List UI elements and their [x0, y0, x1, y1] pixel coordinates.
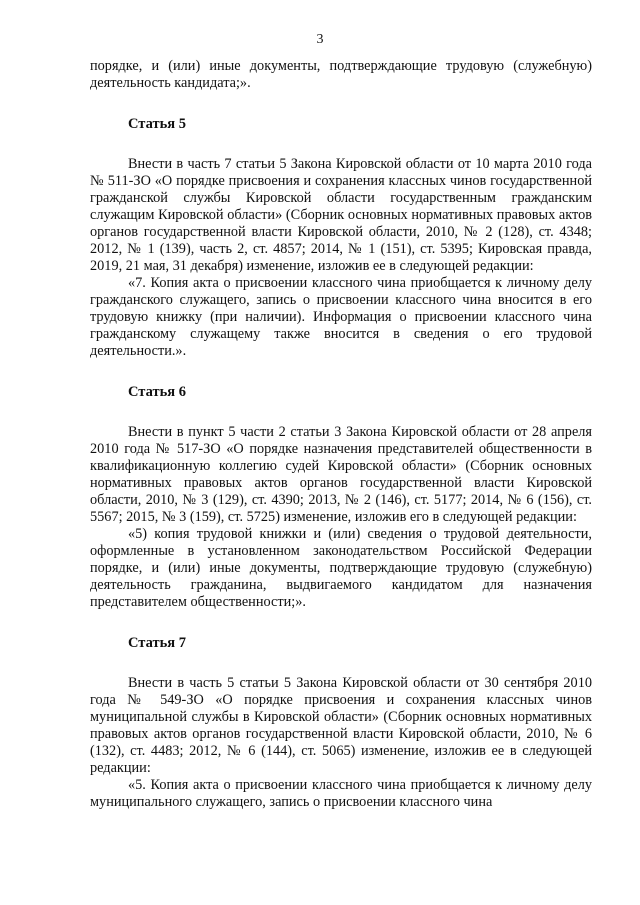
article-5-quote-paragraph: «7. Копия акта о присвоении классного чина приобщается к личному делу гражданского служащего, запись о присвоении классного чина вносится в его трудовую книжку (при наличии). Информация о присвоении классного чина гражданскому служащему также вносится в сведения о его трудовой деятельности.». [90, 275, 592, 359]
article-7-heading: Статья 7 [128, 635, 186, 651]
article-7-quote-paragraph: «5. Копия акта о присвоении классного чина приобщается к личному делу муниципального служащего, запись о присвоении классного чина [90, 777, 592, 810]
spacer [90, 360, 592, 384]
spacer [90, 92, 592, 116]
document-body [90, 58, 592, 811]
article-6-heading: Статья 6 [128, 384, 186, 400]
spacer [90, 652, 592, 675]
article-7-body-paragraph: Внести в часть 5 статьи 5 Закона Кировской области от 30 сентября 2010 года № 549-ЗО «О порядке присвоения и сохранения классных чинов муниципальной службы в Кировской области» (Сборник основных нормативных правовых актов органов государственной власти Кировской области, 2010, № 6 (132), ст. 4483; 2012, № 6 (144), ст. 5065) изменение, изложив ее в следующей редакции: [90, 675, 592, 776]
article-6-quote-paragraph: «5) копия трудовой книжки и (или) сведения о трудовой деятельности, оформленные в установленном законодательством Российской Федерации порядке, и (или) иные документы, подтверждающие трудовую (служебную) деятельность гражданина, выдвигаемого кандидатом для назначения представителем общественности;». [90, 526, 592, 610]
article-6-body-paragraph: Внести в пункт 5 части 2 статьи 3 Закона Кировской области от 28 апреля 2010 года № 517-ЗО «О порядке назначения представителей общественности в квалификационную коллегию судей Кировской области» (Сборник основных нормативных правовых актов органов государственной власти Кировской области, 2010, № 3 (129), ст. 4390; 2013, № 2 (146), ст. 5177; 2014, № 6 (156), ст. 5567; 2015, № 3 (159), ст. 5725) изменение, изложив его в следующей редакции: [90, 424, 592, 525]
page-number: 3 [316, 32, 324, 47]
article-5-heading: Статья 5 [128, 116, 186, 132]
spacer [90, 133, 592, 156]
spacer [90, 401, 592, 424]
intro-continuation-paragraph: порядке, и (или) иные документы, подтверждающие трудовую (служебную) деятельность кандидата;». [90, 58, 592, 91]
article-5-body-paragraph: Внести в часть 7 статьи 5 Закона Кировской области от 10 марта 2010 года № 511-ЗО «О порядке присвоения и сохранения классных чинов государственной гражданской службы Кировской области государственным гражданским служащим Кировской области» (Сборник основных нормативных правовых актов органов государственной власти Кировской области, 2010, № 2 (128), ст. 4348; 2012, № 1 (139), часть 2, ст. 4857; 2014, № 1 (151), ст. 5395; Кировская правда, 2019, 21 мая, 31 декабря) изменение, изложив ее в следующей редакции: [90, 156, 592, 274]
spacer [90, 611, 592, 635]
